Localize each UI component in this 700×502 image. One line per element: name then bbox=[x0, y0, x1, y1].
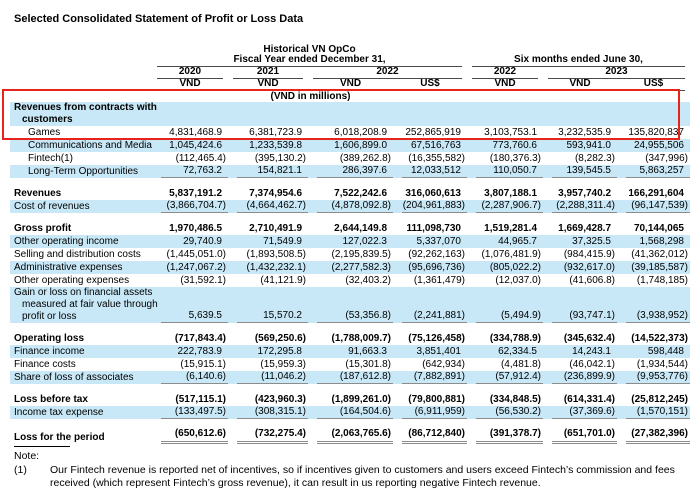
cell-value: (8,282.3) bbox=[574, 153, 615, 164]
table-row bbox=[10, 152, 690, 165]
cell-value: 1,669,428.7 bbox=[558, 223, 611, 234]
year-header: 2021 bbox=[233, 67, 303, 79]
cell-value: (650,612.6) bbox=[152, 428, 228, 444]
cell-value: 252,865,919 bbox=[405, 127, 461, 138]
table-row bbox=[10, 187, 690, 200]
cell-value: (92,262,163) bbox=[408, 249, 465, 260]
note-text: Our Fintech revenue is reported net of incentives, so if incentives given to customers and users exceed Fintech’s commission and fees received (which represent Fintech’s gross revenue), it can result in us reporting negative Fintech revenue. bbox=[50, 463, 675, 489]
cell-value: (32,403.2) bbox=[345, 275, 391, 286]
cell-value: 111,098,730 bbox=[406, 223, 461, 234]
row-label: Administrative expenses bbox=[14, 262, 123, 273]
cell-value: (14,522,373) bbox=[631, 333, 688, 344]
table-row bbox=[10, 222, 690, 235]
cell-value: (86,712,840) bbox=[393, 428, 467, 444]
note-label: Note: bbox=[14, 450, 40, 462]
cell-value: 110,050.7 bbox=[467, 165, 543, 178]
cell-value: (46,042.1) bbox=[569, 359, 615, 370]
cell-value: (11,046.2) bbox=[228, 371, 308, 384]
row-label: Gain or loss on financial assets measured at fair value through profit or loss bbox=[14, 287, 158, 322]
table-header-row bbox=[10, 55, 690, 67]
table-wrapper bbox=[10, 45, 690, 444]
cell-value: 67,516,763 bbox=[410, 140, 461, 151]
row-label: Other operating expenses bbox=[14, 275, 130, 286]
table-row bbox=[10, 165, 690, 178]
cell-value: (4,664,462.7) bbox=[228, 200, 308, 213]
cell-value: (75,126,458) bbox=[408, 333, 465, 344]
cell-value: 222,783.9 bbox=[177, 346, 222, 357]
cell-value: (2,063,765.6) bbox=[308, 428, 393, 444]
cell-value: 773,760.6 bbox=[492, 140, 537, 151]
table-row bbox=[10, 287, 690, 323]
cell-value: (79,800,881) bbox=[408, 394, 465, 405]
cell-value: 4,831,468.9 bbox=[169, 127, 222, 138]
unit-header: VND bbox=[233, 79, 303, 91]
cell-value: 6,381,723.9 bbox=[249, 127, 302, 138]
cell-value: 593,941.0 bbox=[566, 140, 611, 151]
year-header: 2022 bbox=[472, 67, 538, 79]
cell-value: (31,592.1) bbox=[180, 275, 226, 286]
row-label: Fintech(1) bbox=[28, 153, 74, 164]
row-label: Communications and Media bbox=[28, 140, 152, 151]
cell-value: (12,037.0) bbox=[495, 275, 541, 286]
cell-value: (2,195,839.5) bbox=[331, 249, 391, 260]
unit-header: VND bbox=[157, 79, 223, 91]
cell-value: 1,606,899.0 bbox=[334, 140, 387, 151]
cell-value: (15,959.3) bbox=[260, 359, 306, 370]
cell-value: 316,060,613 bbox=[405, 188, 461, 199]
cell-value: (180,376.3) bbox=[489, 153, 541, 164]
cell-value: (308,315.1) bbox=[228, 406, 308, 419]
cell-value: (1,570,151) bbox=[617, 406, 690, 419]
spacer-row bbox=[10, 323, 690, 332]
cell-value: (53,356.8) bbox=[308, 287, 393, 323]
units-note: (VND in millions) bbox=[270, 91, 351, 102]
cell-value: (1,432,232.1) bbox=[246, 262, 306, 273]
cell-value: (717,843.4) bbox=[174, 333, 226, 344]
cell-value: (39,185,587) bbox=[631, 262, 688, 273]
cell-value: 1,233,539.8 bbox=[249, 140, 302, 151]
cell-value: 1,568,298 bbox=[639, 236, 684, 247]
cell-value: 1,045,424.6 bbox=[169, 140, 222, 151]
cell-value: (4,481.8) bbox=[500, 359, 541, 370]
table-header-row bbox=[10, 79, 690, 91]
cell-value: (805,022.2) bbox=[489, 262, 541, 273]
cell-value: (984,415.9) bbox=[563, 249, 615, 260]
cell-value: (133,497.5) bbox=[152, 406, 228, 419]
cell-value: 154,821.1 bbox=[228, 165, 308, 178]
cell-value: (1,893,508.5) bbox=[246, 249, 306, 260]
cell-value: (2,287,906.7) bbox=[467, 200, 543, 213]
row-label: Finance income bbox=[14, 346, 85, 357]
cell-value: (732,275.4) bbox=[228, 428, 308, 444]
cell-value: (347,996) bbox=[645, 153, 688, 164]
cell-value: (9,953,776) bbox=[617, 371, 690, 384]
cell-value: 29,740.9 bbox=[183, 236, 222, 247]
cell-value: (2,241,881) bbox=[393, 287, 467, 323]
cell-value: 172,295.8 bbox=[257, 346, 302, 357]
cell-value: 3,957,740.2 bbox=[558, 188, 611, 199]
row-label: Income tax expense bbox=[14, 407, 104, 418]
spacer-row bbox=[10, 178, 690, 187]
cell-value: (517,115.1) bbox=[175, 394, 226, 405]
cell-value: (395,130.2) bbox=[254, 153, 306, 164]
cell-value: (651,701.0) bbox=[543, 428, 617, 444]
table-row bbox=[10, 406, 690, 419]
cell-value: (1,247,067.2) bbox=[166, 262, 226, 273]
cell-value: (7,882,891) bbox=[393, 371, 467, 384]
cell-value: 12,033,512 bbox=[393, 165, 467, 178]
cell-value: (1,934,544) bbox=[636, 359, 688, 370]
table-body bbox=[10, 102, 690, 444]
cell-value: 14,243.1 bbox=[572, 346, 611, 357]
cell-value: 3,232,535.9 bbox=[558, 127, 611, 138]
cell-value: 598,448 bbox=[647, 346, 684, 357]
cell-value: 6,018,208.9 bbox=[334, 127, 387, 138]
cell-value: 44,965.7 bbox=[498, 236, 537, 247]
group1-title: Historical VN OpCo bbox=[263, 44, 356, 55]
table-row bbox=[10, 393, 690, 406]
table-row bbox=[10, 371, 690, 384]
cell-value: (334,788.9) bbox=[489, 333, 541, 344]
table-row bbox=[10, 345, 690, 358]
cell-value: (41,362,012) bbox=[631, 249, 688, 260]
unit-header: VND bbox=[548, 79, 612, 91]
cell-value: (112,465.4) bbox=[175, 153, 226, 164]
cell-value: (1,788,009.7) bbox=[331, 333, 391, 344]
cell-value: (5,494.9) bbox=[467, 287, 543, 323]
row-label: Games bbox=[28, 127, 61, 138]
cell-value: 71,549.9 bbox=[263, 236, 302, 247]
cell-value: 62,334.5 bbox=[498, 346, 537, 357]
cell-value: (25,812,245) bbox=[631, 394, 688, 405]
page-title: Selected Consolidated Statement of Profit or Loss Data bbox=[14, 13, 304, 25]
cell-value: (6,911,959) bbox=[393, 406, 467, 419]
cell-value: 1,970,486.5 bbox=[169, 223, 222, 234]
unit-header: VND bbox=[313, 79, 388, 91]
cell-value: (569,250.6) bbox=[254, 333, 306, 344]
cell-value: (932,617.0) bbox=[563, 262, 615, 273]
row-label: Long-Term Opportunities bbox=[28, 166, 139, 177]
cell-value: (642,934) bbox=[422, 359, 465, 370]
cell-value: (187,612.8) bbox=[308, 371, 393, 384]
group2-title: Six months ended June 30, bbox=[472, 55, 685, 67]
cell-value: (15,301.8) bbox=[345, 359, 391, 370]
cell-value: (93,747.1) bbox=[543, 287, 617, 323]
group1-subtitle: Fiscal Year ended December 31, bbox=[157, 55, 462, 67]
cell-value: 286,397.6 bbox=[308, 165, 393, 178]
cell-value: 5,837,191.2 bbox=[169, 188, 222, 199]
unit-header: US$ bbox=[398, 79, 462, 91]
row-label: Cost of revenues bbox=[14, 201, 90, 212]
cell-value: (391,378.7) bbox=[467, 428, 543, 444]
year-header: 2020 bbox=[157, 67, 223, 79]
cell-value: (345,632.4) bbox=[563, 333, 615, 344]
cell-value: (2,277,582.3) bbox=[331, 262, 391, 273]
cell-value: (1,076,481.9) bbox=[481, 249, 541, 260]
table-row bbox=[10, 358, 690, 371]
financial-table bbox=[10, 45, 690, 444]
cell-value: (614,331.4) bbox=[563, 394, 615, 405]
spacer-row bbox=[10, 213, 690, 222]
cell-value: (164,504.6) bbox=[308, 406, 393, 419]
cell-value: (3,866,704.7) bbox=[152, 200, 228, 213]
row-label: Revenues bbox=[14, 188, 62, 199]
cell-value: 37,325.5 bbox=[572, 236, 611, 247]
table-row bbox=[10, 248, 690, 261]
cell-value: (1,445,051.0) bbox=[166, 249, 226, 260]
row-label: Share of loss of associates bbox=[14, 372, 134, 383]
table-row bbox=[10, 332, 690, 345]
cell-value: (3,938,952) bbox=[617, 287, 690, 323]
cell-value: (95,696,736) bbox=[408, 262, 465, 273]
note-item bbox=[14, 464, 688, 491]
unit-header: VND bbox=[472, 79, 538, 91]
table-row bbox=[10, 102, 690, 126]
row-label: Other operating income bbox=[14, 236, 119, 247]
spacer-row bbox=[10, 419, 690, 428]
cell-value: (236,899.9) bbox=[543, 371, 617, 384]
row-label: Selling and distribution costs bbox=[14, 249, 141, 260]
cell-value: 1,519,281.4 bbox=[484, 223, 537, 234]
cell-value: (57,912.4) bbox=[467, 371, 543, 384]
row-label: Operating loss bbox=[14, 333, 85, 344]
table-row bbox=[10, 139, 690, 152]
cell-value: 5,863,257 bbox=[617, 165, 690, 178]
cell-value: (27,382,396) bbox=[617, 428, 690, 444]
cell-value: 2,710,491.9 bbox=[249, 223, 302, 234]
cell-value: 72,763.2 bbox=[152, 165, 228, 178]
row-label: Loss before tax bbox=[14, 394, 88, 405]
cell-value: (15,915.1) bbox=[180, 359, 226, 370]
cell-value: (4,878,092.8) bbox=[308, 200, 393, 213]
units-note-row bbox=[10, 91, 690, 102]
row-label: Loss for the period bbox=[14, 432, 105, 443]
cell-value: (56,530.2) bbox=[467, 406, 543, 419]
cell-value: (96,147,539) bbox=[617, 200, 690, 213]
cell-value: (2,288,311.4) bbox=[543, 200, 617, 213]
table-row bbox=[10, 261, 690, 274]
year-header: 2022 bbox=[313, 67, 462, 79]
cell-value: 3,851,401 bbox=[416, 346, 461, 357]
cell-value: 7,374,954.6 bbox=[249, 188, 302, 199]
cell-value: (1,899,261.0) bbox=[331, 394, 391, 405]
note-marker: (1) bbox=[14, 463, 27, 476]
row-label: Revenues from contracts with customers bbox=[14, 102, 157, 125]
cell-value: (334,848.5) bbox=[489, 394, 541, 405]
cell-value: (41,121.9) bbox=[260, 275, 306, 286]
cell-value: (423,960.3) bbox=[254, 394, 306, 405]
cell-value: 139,545.5 bbox=[543, 165, 617, 178]
table-row bbox=[10, 274, 690, 287]
spacer-row bbox=[10, 384, 690, 393]
cell-value: 24,955,506 bbox=[633, 140, 684, 151]
cell-value: (37,369.6) bbox=[543, 406, 617, 419]
cell-value: 5,337,070 bbox=[416, 236, 461, 247]
cell-value: 166,291,604 bbox=[628, 188, 684, 199]
cell-value: 127,022.3 bbox=[342, 236, 387, 247]
cell-value: (16,355,582) bbox=[408, 153, 465, 164]
table-row bbox=[10, 235, 690, 248]
cell-value: (204,961,883) bbox=[402, 200, 465, 211]
table-row bbox=[10, 200, 690, 213]
cell-value: 70,144,065 bbox=[633, 223, 684, 234]
cell-value: 7,522,242.6 bbox=[334, 188, 387, 199]
unit-header: US$ bbox=[622, 79, 685, 91]
cell-value: 135,820,837 bbox=[628, 127, 684, 138]
year-header: 2023 bbox=[548, 67, 685, 79]
cell-value: 2,644,149.8 bbox=[334, 223, 387, 234]
table-row bbox=[10, 126, 690, 139]
cell-value: 5,639.5 bbox=[152, 287, 228, 323]
cell-value: (6,140.6) bbox=[152, 371, 228, 384]
cell-value: 3,807,188.1 bbox=[484, 188, 537, 199]
cell-value: 15,570.2 bbox=[228, 287, 308, 323]
cell-value: (1,361,479) bbox=[413, 275, 465, 286]
row-label: Gross profit bbox=[14, 223, 72, 234]
cell-value: (1,748,185) bbox=[636, 275, 688, 286]
cell-value: 3,103,753.1 bbox=[484, 127, 537, 138]
cell-value: (389,262.8) bbox=[339, 153, 391, 164]
cell-value: 91,663.3 bbox=[348, 346, 387, 357]
table-row bbox=[10, 428, 690, 444]
row-label: Finance costs bbox=[14, 359, 76, 370]
note-divider bbox=[14, 446, 70, 447]
note-section bbox=[14, 446, 688, 491]
cell-value: (41,606.8) bbox=[569, 275, 615, 286]
